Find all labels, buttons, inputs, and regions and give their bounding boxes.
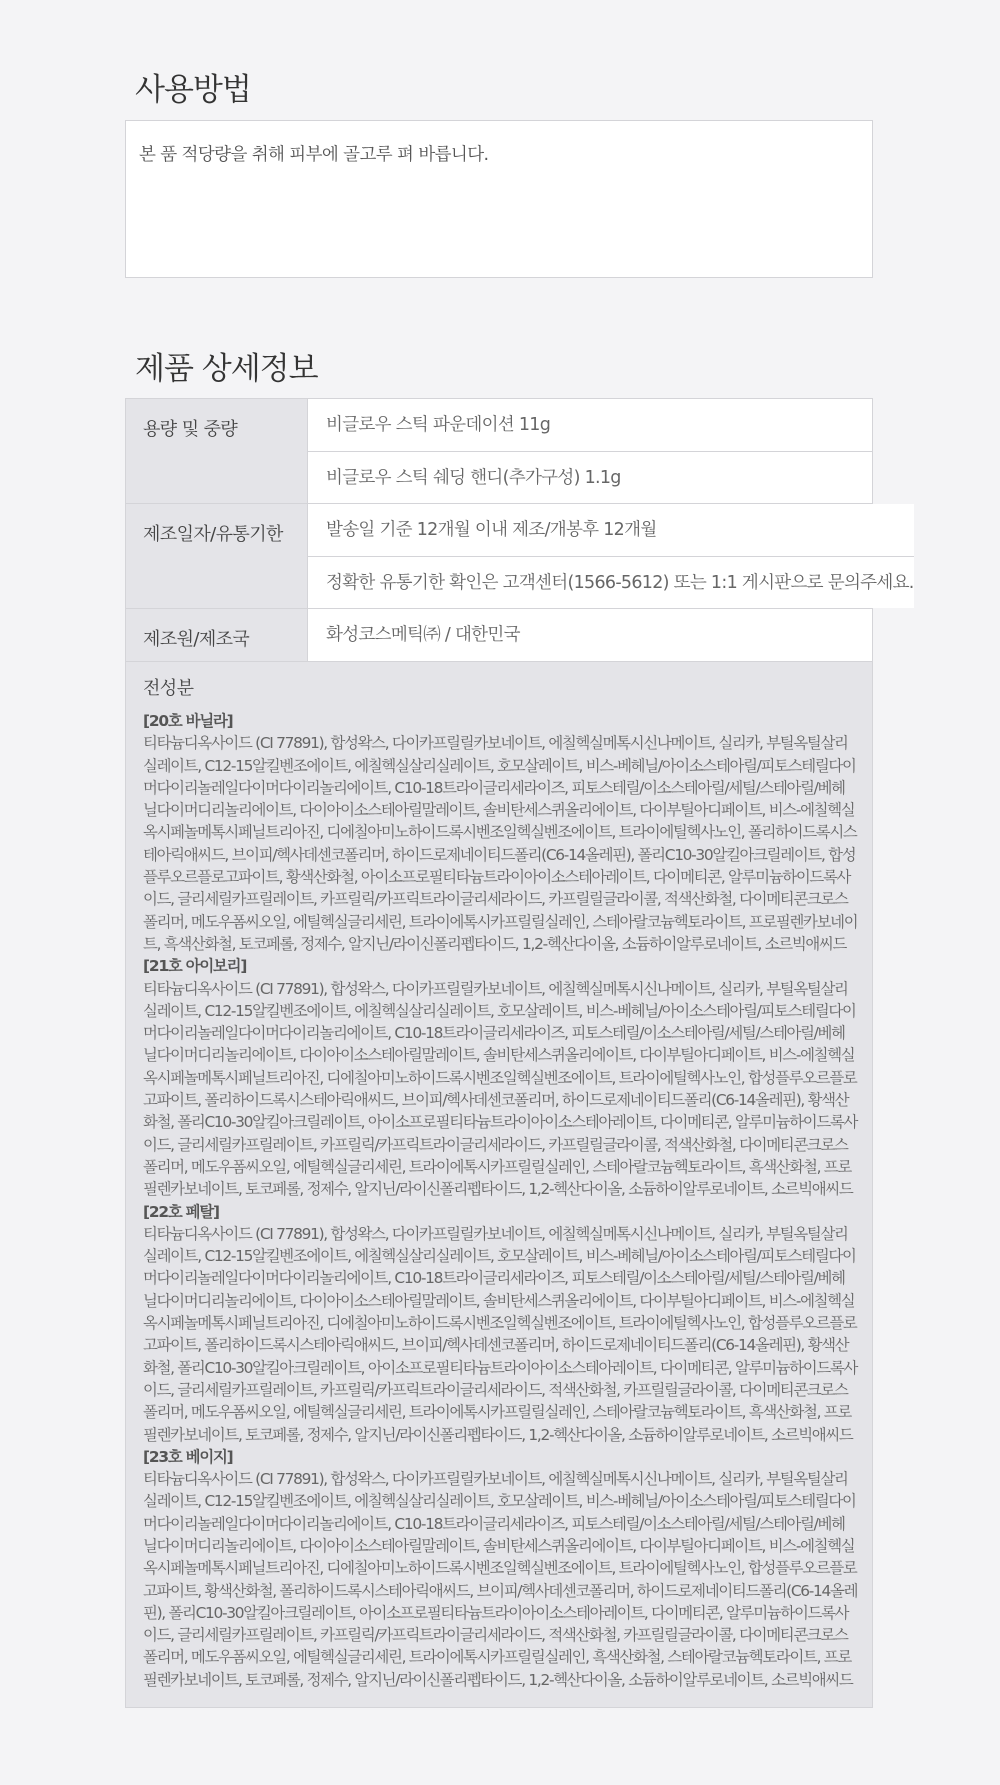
spec-label: 제조일자/유통기한 [126, 504, 308, 608]
shade-name: [21호 아이보리] [143, 957, 247, 976]
usage-text: 본 품 적당량을 취해 피부에 골고루 펴 바릅니다. [139, 145, 489, 165]
shade-name: [20호 바닐라] [143, 712, 233, 730]
spec-value: 정확한 유통기한 확인은 고객센터(1566-5612) 또는 1:1 게시판으로 문의주세요. [308, 556, 914, 608]
shade-name: [23호 베이지] [143, 1447, 233, 1466]
spec-row-manufacturer [126, 609, 872, 662]
ingredients-title: 전성분 [143, 678, 194, 699]
spec-value: 비글로우 스틱 파운데이션 11g [326, 415, 551, 435]
usage-title: 사용방법 [135, 72, 251, 108]
shade-ingredients: 티타늄디옥사이드 (CI 77891), 합성왁스, 다이카프릴릴카보네이트, 에칠헥실메톡시신나메이트, 실리카, 부틸옥틸살리실레이트, C12-15알킬벤조에이트, 에칠헥실살리실레이트, 호모살레이트, 비스-베헤닐/아이소스테아릴/피토스테릴다이머다이리놀레일다이머다이리놀리에이트, C10-18트라이글리세라이즈, 피토스테릴/이소스테아릴/세틸/스테아릴/베헤닐다이머디리놀리에이트, 다이아이소스테아릴말레이트, 솔비탄세스퀴올리에이트, 다이부틸아디페이트, 비스-에칠헥실옥시페놀메톡시페닐트리아진, 디에칠아미노하이드록시벤조일헥실벤조에이트, 트라이에틸헥사노인, 합성플루오르플로고파이트, 폴리하이드록시스테아릭애씨드, 브이피/헥사데센코폴리머, 하이드로제네이티드폴리(C6-14올레핀), 황색산화철, 폴리C10-30알킬아크릴레이트, 아이소프로필티타늄트라이아이소스테아레이트, 다이메티콘, 알루미늄하이드록사이드, 글리세릴카프릴레이트, 카프릴릭/카프릭트라이글리세라이드, 적색산화철, 카프릴릴글라이콜, 다이메티콘크로스폴리머, 메도우폼씨오일, 에틸헥실글리세린, 트라이에톡시카프릴릴실레인, 스테아랄코늄헥토라이트, 흑색산화철, 프로필렌카보네이트, 토코페롤, 정제수, 알지닌/라이신폴리펩타이드, 1,2-헥산다이올, 소듐하이알루로네이트, 소르빅애씨드 [143, 1224, 858, 1444]
shade-ingredients: 티타늄디옥사이드 (CI 77891), 합성왁스, 다이카프릴릴카보네이트, 에칠헥실메톡시신나메이트, 실리카, 부틸옥틸살리실레이트, C12-15알킬벤조에이트, 에칠헥실살리실레이트, 호모살레이트, 비스-베헤닐/아이소스테아릴/피토스테릴다이머다이리놀레일다이머다이리놀리에이트, C10-18트라이글리세라이즈, 피토스테릴/이소스테아릴/세틸/스테아릴/베헤닐다이머디리놀리에이트, 다이아이소스테아릴말레이트, 솔비탄세스퀴올리에이트, 다이부틸아디페이트, 비스-에칠헥실옥시페놀메톡시페닐트리아진, 디에칠아미노하이드록시벤조일헥실벤조에이트, 트라이에틸헥사노인, 합성플루오르플로고파이트, 황색산화철, 폴리하이드록시스테아릭애씨드, 브이피/헥사데센코폴리머, 하이드로제네이티드폴리(C6-14올레핀), 폴리C10-30알킬아크릴레이트, 아이소프로필티타늄트라이아이소스테아레이트, 다이메티콘, 알루미늄하이드록사이드, 글리세릴카프릴레이트, 카프릴릭/카프릭트라이글리세라이드, 적색산화철, 카프릴릴글라이콜, 다이메티콘크로스폴리머, 메도우폼씨오일, 에틸헥실글리세린, 트라이에톡시카프릴릴실레인, 흑색산화철, 스테아랄코늄헥토라이트, 프로필렌카보네이트, 토코페롤, 정제수, 알지닌/라이신폴리펩타이드, 1,2-헥산다이올, 소듐하이알루로네이트, 소르빅애씨드 [143, 1470, 858, 1689]
spec-value: 화성코스메틱㈜ / 대한민국 [326, 625, 520, 645]
spec-table [125, 398, 914, 1708]
spec-value: 비글로우 스틱 쉐딩 핸디(추가구성) 1.1g [308, 451, 872, 503]
shade-ingredients: 티타늄디옥사이드 (CI 77891), 합성왁스, 다이카프릴릴카보네이트, 에칠헥실메톡시신나메이트, 실리카, 부틸옥틸살리실레이트, C12-15알킬벤조에이트, 에칠헥실살리실레이트, 호모살레이트, 비스-베헤닐/아이소스테아릴/피토스테릴다이머다이리놀레일다이머다이리놀리에이트, C10-18트라이글리세라이즈, 피토스테릴/이소스테아릴/세틸/스테아릴/베헤닐다이머디리놀리에이트, 다이아이소스테아릴말레이트, 솔비탄세스퀴올리에이트, 다이부틸아디페이트, 비스-에칠헥실옥시페놀메톡시페닐트리아진, 디에칠아미노하이드록시벤조일헥실벤조에이트, 트라이에틸헥사노인, 폴리하이드록시스테아릭애씨드, 브이피/헥사데센코폴리머, 하이드로제네이티드폴리(C6-14올레핀), 폴리C10-30알킬아크릴레이트, 합성플루오르플로고파이트, 황색산화철, 아이소프로필티타늄트라이아이소스테아레이트, 다이메티콘, 알루미늄하이드록사이드, 글리세릴카프릴레이트, 카프릴릭/카프릭트라이글리세라이드, 카프릴릴글라이콜, 적색산화철, 다이메티콘크로스폴리머, 메도우폼씨오일, 에틸헥실글리세린, 트라이에톡시카프릴릴실레인, 스테아랄코늄헥토라이트, 프로필렌카보네이트, 흑색산화철, 토코페롤, 정제수, 알지닌/라이신폴리펩타이드, 1,2-헥산다이올, 소듐하이알루로네이트, 소르빅애씨드 [143, 734, 858, 953]
spec-label: 제조원/제조국 [126, 609, 308, 661]
shade-ingredients: 티타늄디옥사이드 (CI 77891), 합성왁스, 다이카프릴릴카보네이트, 에칠헥실메톡시신나메이트, 실리카, 부틸옥틸살리실레이트, C12-15알킬벤조에이트, 에칠헥실살리실레이트, 호모살레이트, 비스-베헤닐/아이소스테아릴/피토스테릴다이머다이리놀레일다이머다이리놀리에이트, C10-18트라이글리세라이즈, 피토스테릴/이소스테아릴/세틸/스테아릴/베헤닐다이머디리놀리에이트, 다이아이소스테아릴말레이트, 솔비탄세스퀴올리에이트, 다이부틸아디페이트, 비스-에칠헥실옥시페놀메톡시페닐트리아진, 디에칠아미노하이드록시벤조일헥실벤조에이트, 트라이에틸헥사노인, 합성플루오르플로고파이트, 폴리하이드록시스테아릭애씨드, 브이피/헥사데센코폴리머, 하이드로제네이티드폴리(C6-14올레핀), 황색산화철, 폴리C10-30알킬아크릴레이트, 아이소프로필티타늄트라이아이소스테아레이트, 다이메티콘, 알루미늄하이드록사이드, 글리세릴카프릴레이트, 카프릴릭/카프릭트라이글리세라이드, 카프릴릴글라이콜, 적색산화철, 다이메티콘크로스폴리머, 메도우폼씨오일, 에틸헥실글리세린, 트라이에톡시카프릴릴실레인, 스테아랄코늄헥토라이트, 흑색산화철, 프로필렌카보네이트, 토코페롤, 정제수, 알지닌/라이신폴리펩타이드, 1,2-헥산다이올, 소듐하이알루로네이트, 소르빅애씨드 [143, 979, 858, 1199]
spec-row-volume [126, 399, 872, 504]
usage-box [125, 120, 873, 278]
spec-row-expiry [126, 504, 914, 609]
detail-title: 제품 상세정보 [135, 351, 318, 387]
spec-value: 발송일 기준 12개월 이내 제조/개봉후 12개월 [326, 520, 657, 540]
ingredients-section [126, 662, 872, 1707]
shade-name: [22호 페탈] [143, 1202, 219, 1221]
spec-label: 용량 및 중량 [126, 399, 308, 503]
